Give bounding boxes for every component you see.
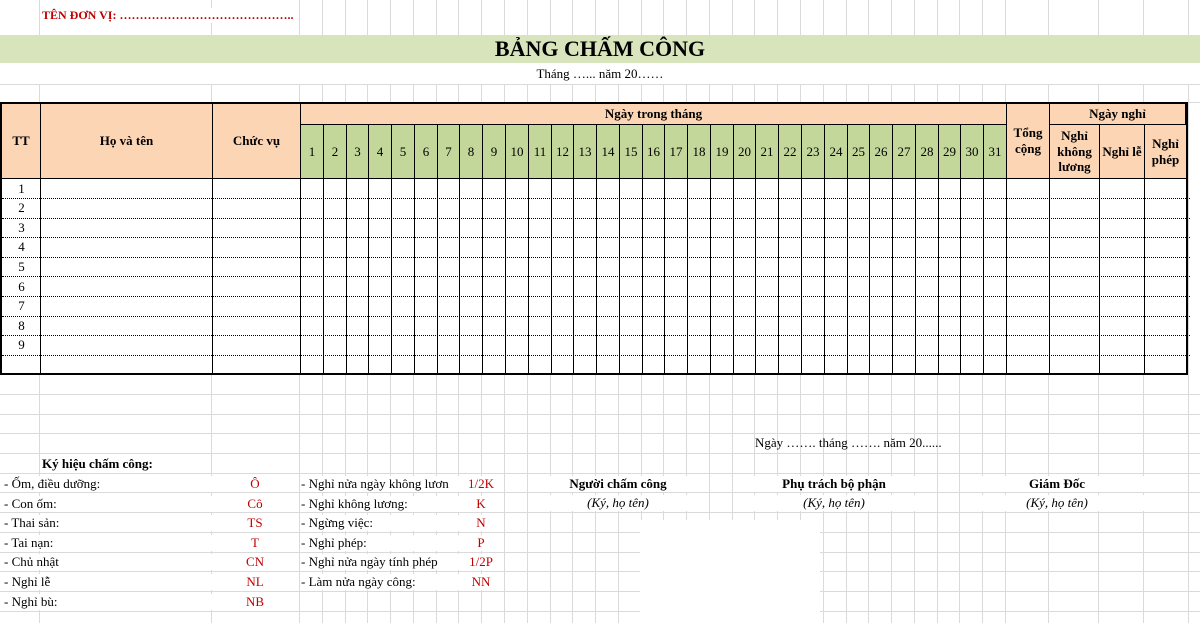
day-header-16: 16 xyxy=(643,125,665,179)
legend-label: - Nghỉ nửa ngày tính phép xyxy=(301,554,459,570)
day-header-30: 30 xyxy=(961,125,984,179)
column-divider xyxy=(212,179,213,375)
signature-role: Giám Đốc xyxy=(967,476,1147,492)
gridline-horizontal xyxy=(0,433,1200,434)
page-title: BẢNG CHẤM CÔNG xyxy=(0,35,1200,63)
legend-label: - Con ốm: xyxy=(4,496,204,512)
legend-label: - Làm nửa ngày công: xyxy=(301,574,459,590)
legend-code: TS xyxy=(211,515,299,531)
day-header-28: 28 xyxy=(916,125,939,179)
legend-code: CN xyxy=(211,554,299,570)
gridline-horizontal xyxy=(0,84,1200,85)
column-divider xyxy=(1006,179,1007,375)
column-divider xyxy=(551,179,552,375)
column-divider xyxy=(482,179,483,375)
column-divider xyxy=(938,179,939,375)
unit-name-label xyxy=(40,8,295,23)
row-number: 5 xyxy=(18,258,25,274)
date-line: Ngày ……. tháng ……. năm 20...... xyxy=(755,435,942,450)
day-header-24: 24 xyxy=(825,125,848,179)
column-divider xyxy=(915,179,916,375)
period-line: Tháng …... năm 20…… xyxy=(0,63,1200,84)
column-divider xyxy=(505,179,506,375)
column-divider xyxy=(300,179,301,375)
column-divider xyxy=(528,179,529,375)
header-name: Họ và tên xyxy=(41,104,213,179)
legend-label: - Ngừng việc: xyxy=(301,515,459,531)
row-number: 1 xyxy=(18,180,25,196)
legend-code: NN xyxy=(460,574,502,590)
gridline-horizontal xyxy=(0,512,1200,513)
gridline-horizontal xyxy=(0,394,1200,395)
gridline-horizontal xyxy=(0,571,1200,572)
timesheet-table xyxy=(0,102,1188,375)
column-divider xyxy=(346,179,347,375)
row-number: 6 xyxy=(18,278,25,294)
legend-code: 1/2P xyxy=(460,554,502,570)
legend-code: NL xyxy=(211,574,299,590)
signature-note: (Ký, họ tên) xyxy=(744,495,924,511)
day-header-3: 3 xyxy=(347,125,369,179)
day-header-17: 17 xyxy=(665,125,688,179)
day-header-10: 10 xyxy=(506,125,529,179)
legend-code: T xyxy=(211,535,299,551)
column-divider xyxy=(40,179,41,375)
day-header-13: 13 xyxy=(574,125,597,179)
gridline-horizontal xyxy=(0,492,1200,493)
legend-label: - Chủ nhật xyxy=(4,554,204,570)
legend-label: - Nghỉ phép: xyxy=(301,535,459,551)
column-divider xyxy=(801,179,802,375)
legend-code: P xyxy=(460,535,502,551)
day-header-29: 29 xyxy=(939,125,961,179)
day-header-7: 7 xyxy=(438,125,460,179)
legend-code: 1/2K xyxy=(460,476,502,492)
legend-label: - Thai sản: xyxy=(4,515,204,531)
header-holiday-leave: Nghỉ lễ xyxy=(1100,125,1145,179)
day-header-11: 11 xyxy=(529,125,552,179)
gridline-horizontal xyxy=(0,552,1200,553)
signature-role: Phụ trách bộ phận xyxy=(744,476,924,492)
column-divider xyxy=(960,179,961,375)
legend-code: Ô xyxy=(211,476,299,492)
unit-name-text: TÊN ĐƠN VỊ: …………………………………….. xyxy=(42,8,294,22)
column-divider xyxy=(1099,179,1100,375)
day-header-19: 19 xyxy=(711,125,734,179)
header-position: Chức vụ xyxy=(213,104,301,179)
column-divider xyxy=(619,179,620,375)
day-header-1: 1 xyxy=(301,125,324,179)
day-header-20: 20 xyxy=(734,125,756,179)
header-unpaid-leave: Nghỉ không lương xyxy=(1050,125,1100,179)
row-number: 7 xyxy=(18,298,25,314)
row-number: 4 xyxy=(18,239,25,255)
column-divider xyxy=(596,179,597,375)
day-header-9: 9 xyxy=(483,125,506,179)
column-divider xyxy=(664,179,665,375)
legend-label: - Tai nạn: xyxy=(4,535,204,551)
column-divider xyxy=(459,179,460,375)
column-divider xyxy=(710,179,711,375)
row-number: 3 xyxy=(18,219,25,235)
column-divider xyxy=(778,179,779,375)
legend-code: Cô xyxy=(211,496,299,512)
day-header-4: 4 xyxy=(369,125,392,179)
day-header-18: 18 xyxy=(688,125,711,179)
legend-label: - Nghỉ nửa ngày không lươn xyxy=(301,476,459,492)
legend-label: - Nghỉ lễ xyxy=(4,574,204,590)
header-leave-group: Ngày nghỉ xyxy=(1050,104,1186,125)
column-divider xyxy=(869,179,870,375)
day-header-25: 25 xyxy=(848,125,870,179)
column-divider xyxy=(847,179,848,375)
day-header-27: 27 xyxy=(893,125,916,179)
signature-role: Người chấm công xyxy=(528,476,708,492)
header-tt: TT xyxy=(2,104,41,179)
day-header-15: 15 xyxy=(620,125,643,179)
column-divider xyxy=(755,179,756,375)
day-header-31: 31 xyxy=(984,125,1007,179)
day-header-5: 5 xyxy=(392,125,415,179)
day-header-6: 6 xyxy=(415,125,438,179)
column-divider xyxy=(323,179,324,375)
day-header-12: 12 xyxy=(552,125,574,179)
column-divider xyxy=(368,179,369,375)
gridline-horizontal xyxy=(0,591,1200,592)
day-header-2: 2 xyxy=(324,125,347,179)
gridline-horizontal xyxy=(0,473,1200,474)
gridline-horizontal xyxy=(0,611,1200,612)
header-annual-leave: Nghỉ phép xyxy=(1145,125,1186,179)
gridline-horizontal xyxy=(0,414,1200,415)
legend-label: - Nghỉ không lương: xyxy=(301,496,459,512)
row-number: 9 xyxy=(18,337,25,353)
column-divider xyxy=(414,179,415,375)
day-header-22: 22 xyxy=(779,125,802,179)
header-days-group: Ngày trong tháng xyxy=(301,104,1007,125)
row-number xyxy=(2,355,41,374)
column-divider xyxy=(1144,179,1145,375)
legend-code: NB xyxy=(211,594,299,610)
column-divider xyxy=(391,179,392,375)
day-header-14: 14 xyxy=(597,125,620,179)
row-number: 2 xyxy=(18,200,25,216)
day-header-26: 26 xyxy=(870,125,893,179)
row-number: 8 xyxy=(18,317,25,333)
signature-note: (Ký, họ tên) xyxy=(528,495,708,511)
column-divider xyxy=(687,179,688,375)
column-divider xyxy=(983,179,984,375)
day-header-21: 21 xyxy=(756,125,779,179)
column-divider xyxy=(733,179,734,375)
header-total: Tổng cộng xyxy=(1007,104,1050,179)
legend-code: K xyxy=(460,496,502,512)
signature-note: (Ký, họ tên) xyxy=(967,495,1147,511)
column-divider xyxy=(642,179,643,375)
blank-area xyxy=(640,520,820,623)
gridline-horizontal xyxy=(0,453,1200,454)
legend-label: - Nghỉ bù: xyxy=(4,594,204,610)
legend-label: - Ốm, điều dưỡng: xyxy=(4,476,204,492)
column-divider xyxy=(824,179,825,375)
legend-code: N xyxy=(460,515,502,531)
column-divider xyxy=(1049,179,1050,375)
gridline-horizontal xyxy=(0,532,1200,533)
day-header-23: 23 xyxy=(802,125,825,179)
column-divider xyxy=(892,179,893,375)
column-divider xyxy=(573,179,574,375)
column-divider xyxy=(437,179,438,375)
day-header-8: 8 xyxy=(460,125,483,179)
legend-title: Ký hiệu chấm công: xyxy=(42,456,157,472)
